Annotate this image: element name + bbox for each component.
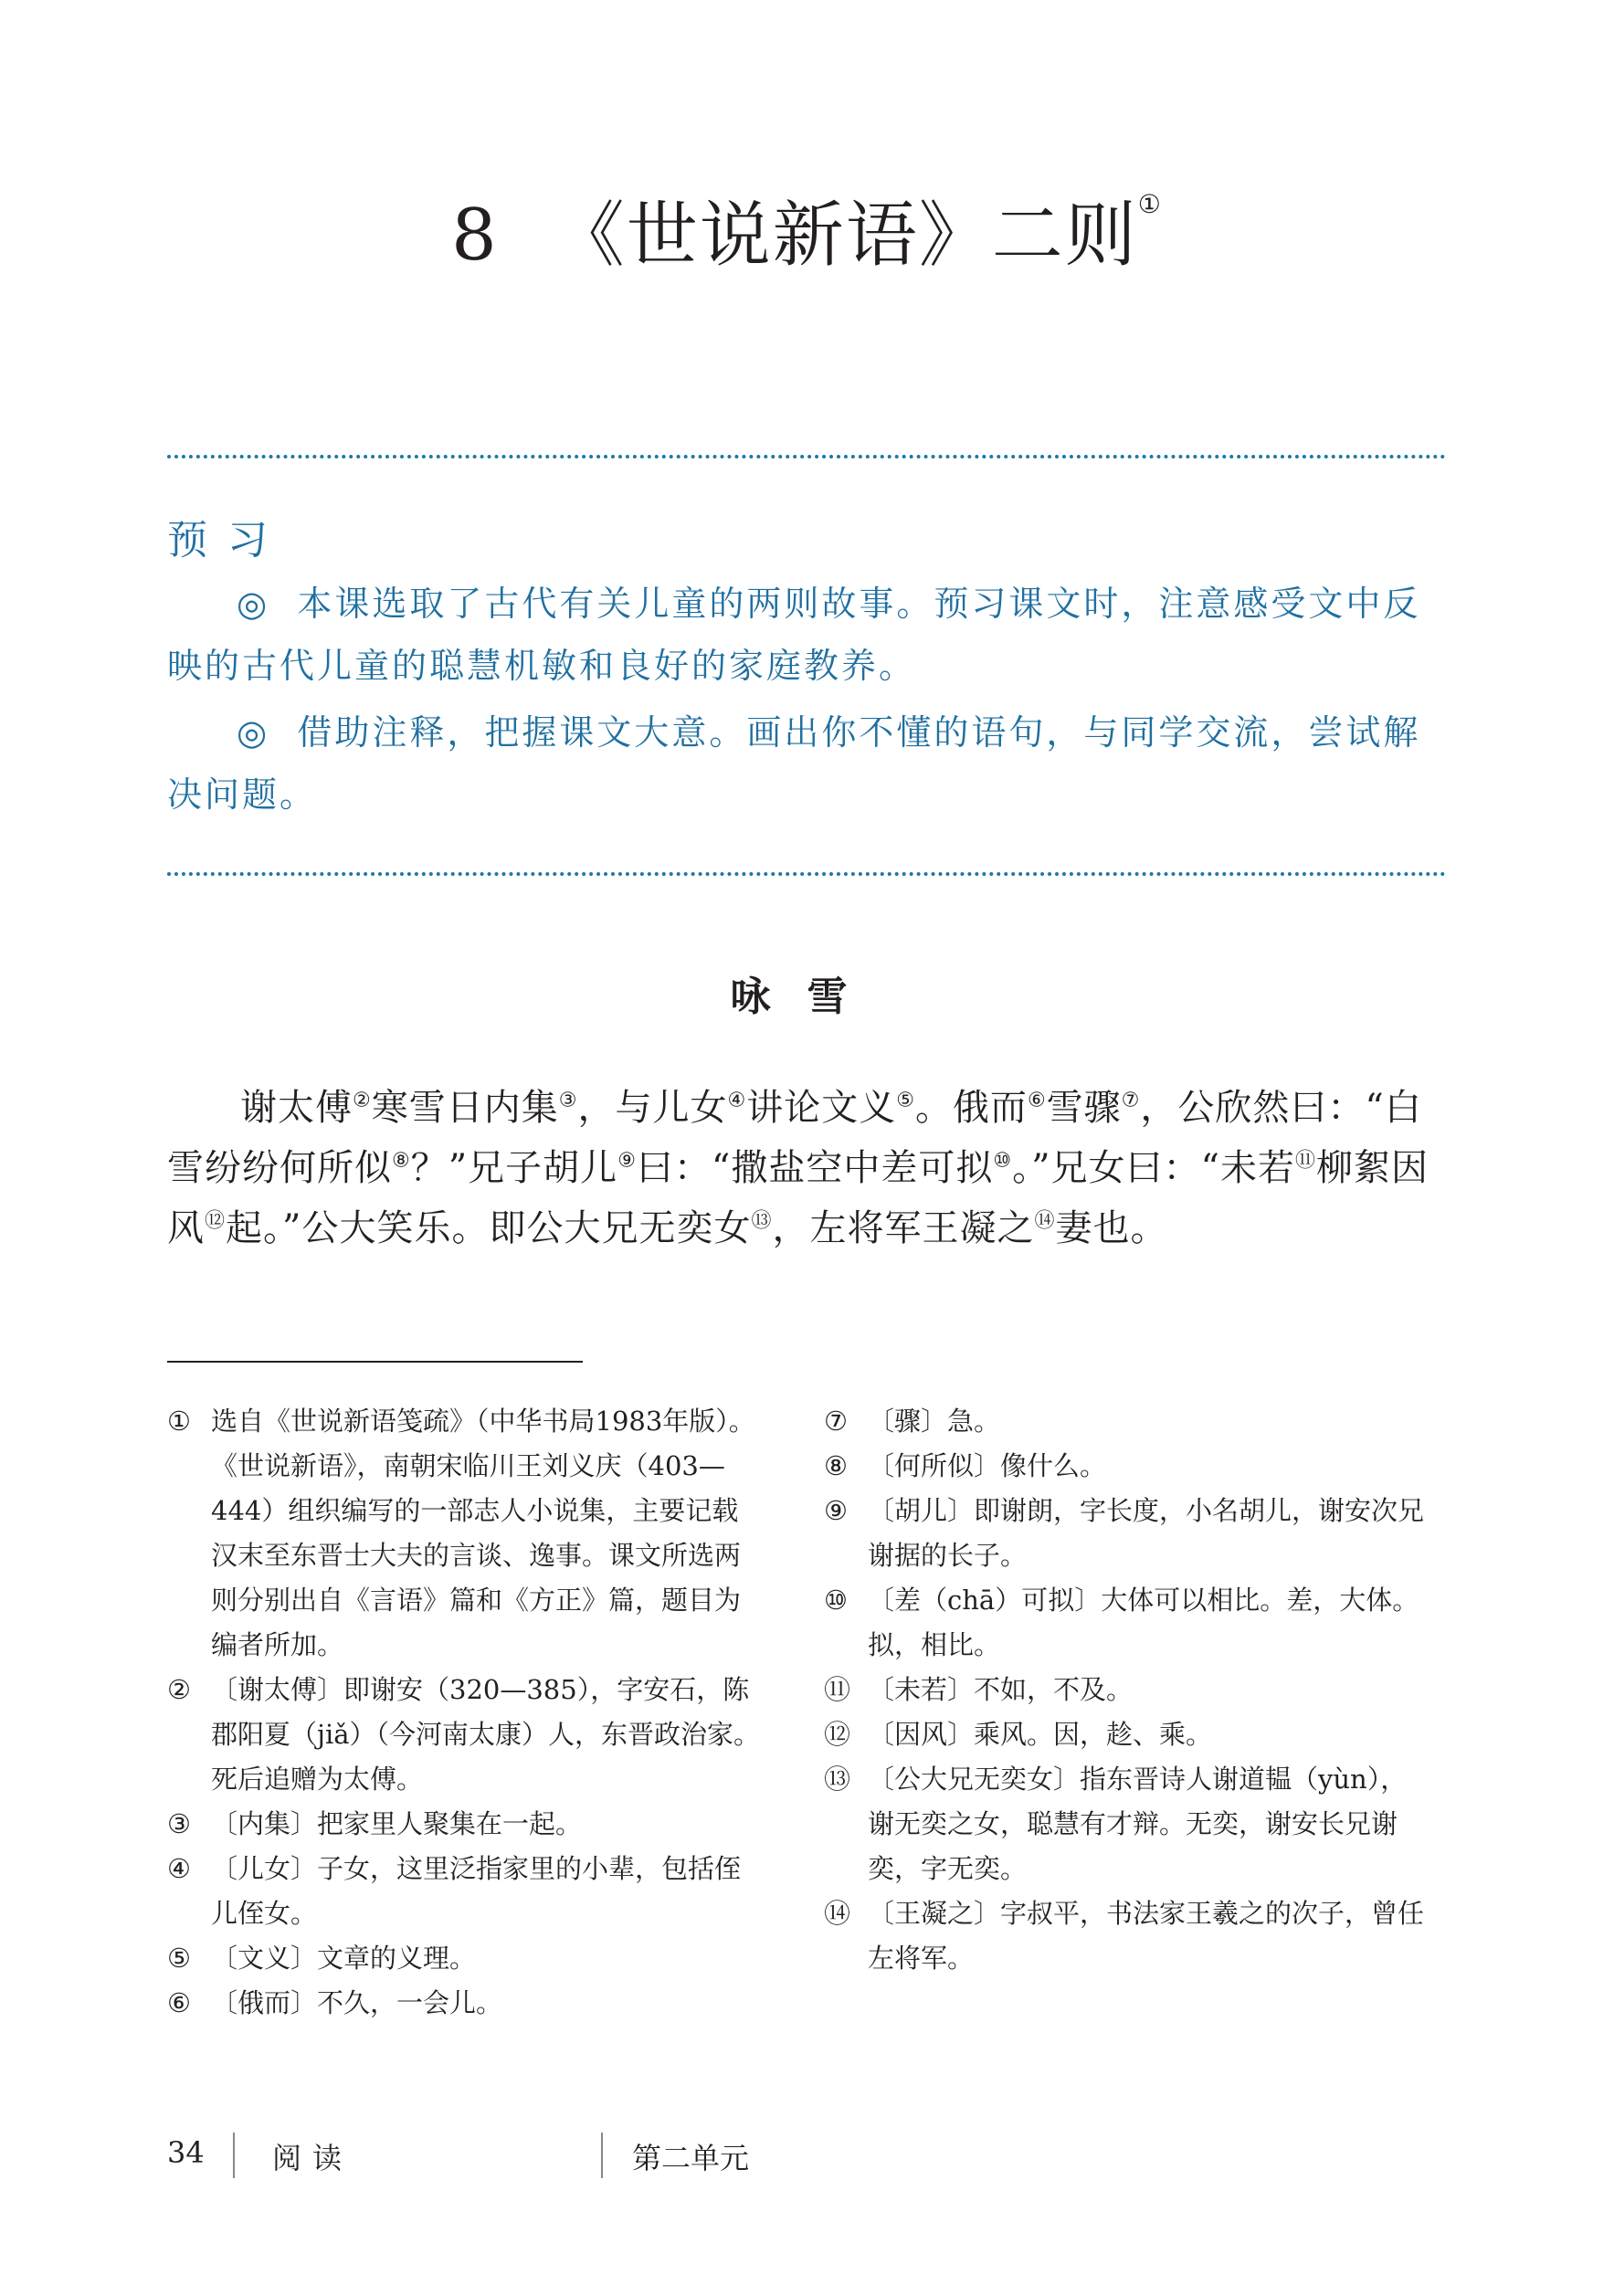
preview-bullet-2: ◎ <box>237 712 270 753</box>
footnote-text: 〔骤〕急。 <box>868 1406 1001 1437</box>
footnote-mark: ⑨ <box>824 1495 848 1526</box>
footnote <box>167 1981 761 2026</box>
footnote-reference: ⑪ <box>1295 1149 1317 1173</box>
footnote-text: 选自《世说新语笺疏》（中华书局1983年版）。《世说新语》，南朝宋临川王刘义庆（403—444）组织编写的一部志人小说集，主要记载汉末至东晋士大夫的言谈、逸事。课文所选两则分别出自《言语》篇和《方正》篇，题目为编者所加。 <box>211 1406 755 1660</box>
footnotes-right-column <box>824 1399 1427 1981</box>
footnote-reference: ⑭ <box>1034 1209 1056 1233</box>
footnote-text: 〔谢太傅〕即谢安（320—385），字安石，陈郡阳夏（jiǎ）（今河南太康）人，东晋政治家。死后追赠为太傅。 <box>211 1674 761 1795</box>
footnote <box>167 1668 761 1802</box>
text-segment: 寒雪日内集 <box>371 1087 559 1129</box>
footnote-mark: ⑩ <box>824 1585 848 1616</box>
footnote-mark: ⑭ <box>824 1898 851 1929</box>
footnote-mark: ② <box>167 1674 191 1705</box>
footnote-text: 〔因风〕乘风。因，趁、乘。 <box>868 1719 1213 1750</box>
footnote-mark: ③ <box>167 1808 191 1839</box>
footnote-mark: ⑧ <box>824 1450 848 1481</box>
footnote-mark: ① <box>167 1406 191 1437</box>
footnote-text: 〔未若〕不如，不及。 <box>868 1674 1134 1705</box>
footnote-text: 〔俄而〕不久，一会儿。 <box>211 1987 503 2018</box>
text-segment: 。”兄女曰：“未若 <box>1012 1147 1296 1189</box>
text-segment: 。俄而 <box>914 1087 1028 1129</box>
footnote-mark: ⑦ <box>824 1406 848 1437</box>
text-segment: 曰：“撒盐空中差可拟 <box>636 1147 994 1189</box>
text-segment: 妻也。 <box>1055 1207 1168 1249</box>
text-segment: ，与儿女 <box>577 1087 728 1129</box>
footnote-text: 〔内集〕把家里人聚集在一起。 <box>211 1808 583 1839</box>
title-footnote-mark: ① <box>1137 189 1163 219</box>
footnote <box>167 1847 761 1936</box>
footnote <box>167 1399 761 1668</box>
footer-divider-2 <box>601 2133 603 2178</box>
preview-bottom-divider <box>167 872 1446 876</box>
footnote-reference: ⑥ <box>1027 1089 1047 1112</box>
lesson-number: 8 <box>451 195 499 277</box>
footnote-reference: ⑤ <box>896 1089 915 1112</box>
text-segment: 雪骤 <box>1046 1087 1122 1129</box>
footnote <box>824 1578 1427 1668</box>
text-segment: ，公欣然曰：“白雪纷纷何所似 <box>167 1087 1422 1189</box>
footnote-mark: ⑬ <box>824 1764 851 1795</box>
text-segment: ，左将军王凝之 <box>772 1207 1035 1249</box>
footnote <box>824 1712 1427 1757</box>
preview-item-2 <box>167 701 1446 826</box>
footnote <box>824 1757 1427 1891</box>
footnote-reference: ③ <box>558 1089 578 1112</box>
footnote-text: 〔胡儿〕即谢朗，字长度，小名胡儿，谢安次兄谢据的长子。 <box>868 1495 1425 1571</box>
footnote-text: 〔何所似〕像什么。 <box>868 1450 1107 1481</box>
preview-item-1 <box>167 573 1446 697</box>
footnote-mark: ④ <box>167 1853 191 1884</box>
footnote <box>824 1489 1427 1578</box>
footnote-reference: ⑨ <box>617 1149 637 1173</box>
text-segment: 讲论文义 <box>746 1087 897 1129</box>
footnote-rule <box>167 1361 583 1363</box>
footer-section: 阅读 <box>272 2141 353 2175</box>
footnote-text: 〔儿女〕子女，这里泛指家里的小辈，包括侄儿侄女。 <box>211 1853 742 1929</box>
section-title: 咏雪 <box>730 974 884 1020</box>
preview-bullet-1: ◎ <box>237 584 270 624</box>
footnote-reference: ⑬ <box>751 1209 773 1233</box>
preview-text-2: 借助注释，把握课文大意。画出你不懂的语句，与同学交流，尝试解决问题。 <box>167 712 1421 815</box>
text-segment: ？”兄子胡儿 <box>410 1147 618 1189</box>
classical-text <box>167 1078 1446 1259</box>
text-segment: 起。”公大笑乐。即公大兄无奕女 <box>226 1207 752 1249</box>
footnote-mark: ⑪ <box>824 1674 851 1705</box>
preview-heading: 预习 <box>167 517 288 563</box>
text-segment: 谢太傅 <box>240 1087 353 1129</box>
footnote-mark: ⑥ <box>167 1987 191 2018</box>
footnote-text: 〔差（chā）可拟〕大体可以相比。差，大体。拟，相比。 <box>868 1585 1419 1660</box>
footnote-reference: ⑫ <box>205 1209 227 1233</box>
footnote <box>824 1668 1427 1712</box>
lesson-title <box>0 178 1614 280</box>
lesson-title-text: 《世说新语》二则 <box>553 195 1138 277</box>
page-number: 34 <box>167 2135 205 2170</box>
footer-divider-1 <box>233 2133 235 2178</box>
footer-unit: 第二单元 <box>632 2141 750 2175</box>
footnote-reference: ⑦ <box>1121 1089 1141 1112</box>
footnote <box>824 1444 1427 1489</box>
footnote-text: 〔公大兄无奕女〕指东晋诗人谢道韫（yùn），谢无奕之女，聪慧有才辩。无奕，谢安长兄谢奕，字无奕。 <box>868 1764 1408 1884</box>
footnote-reference: ④ <box>727 1089 747 1112</box>
footnote-reference: ⑩ <box>993 1149 1013 1173</box>
footnote-mark: ⑫ <box>824 1719 851 1750</box>
footnote-mark: ⑤ <box>167 1943 191 1974</box>
text-segment: 柳絮因风 <box>167 1147 1429 1249</box>
footnote-reference: ⑧ <box>392 1149 411 1173</box>
footnote-text: 〔文义〕文章的义理。 <box>211 1943 477 1974</box>
footnote <box>167 1802 761 1847</box>
footnote <box>167 1936 761 1981</box>
footnotes-left-column <box>167 1399 761 2026</box>
footnote <box>824 1891 1427 1981</box>
footnote <box>824 1399 1427 1444</box>
footnote-text: 〔王凝之〕字叔平，书法家王羲之的次子，曾任左将军。 <box>868 1898 1425 1974</box>
preview-text-1: 本课选取了古代有关儿童的两则故事。预习课文时，注意感受文中反映的古代儿童的聪慧机敏和良好的家庭教养。 <box>167 584 1421 686</box>
preview-top-divider <box>167 455 1446 458</box>
footnote-reference: ② <box>353 1089 372 1112</box>
